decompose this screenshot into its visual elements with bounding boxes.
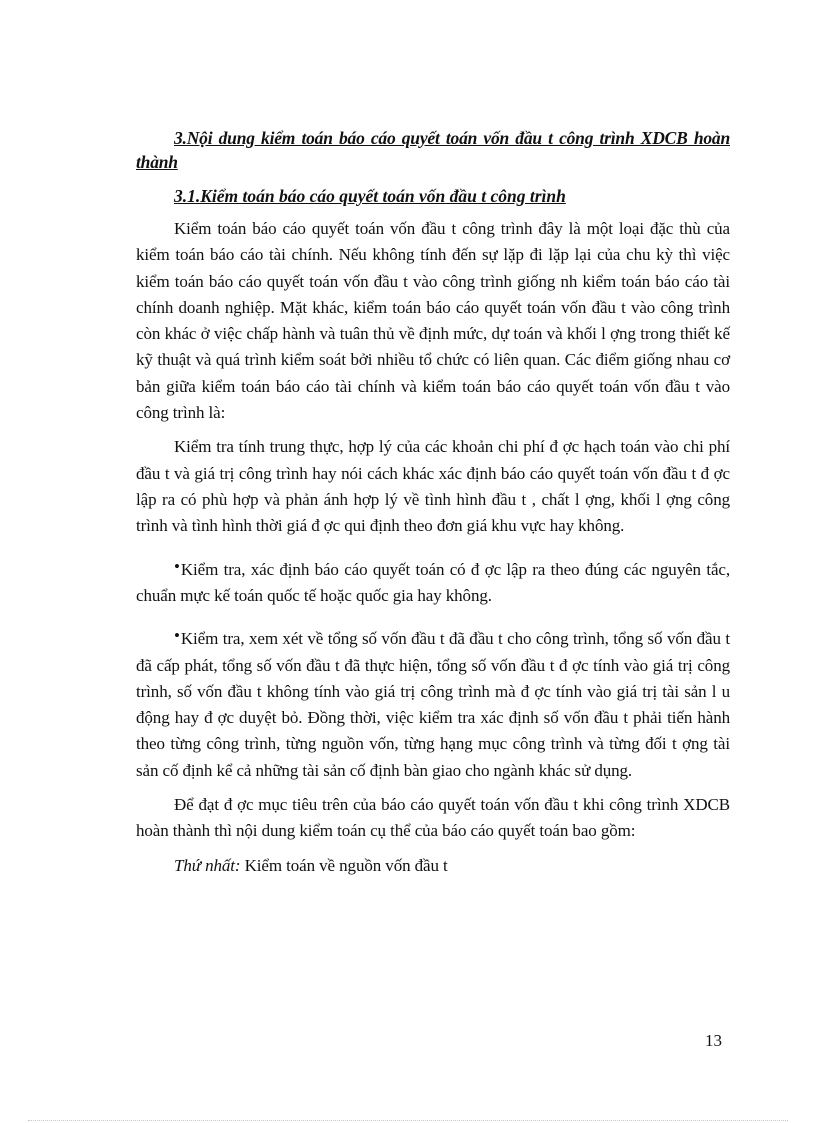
bullet-item: [136, 623, 730, 784]
subsection-heading: 3.1.Kiểm toán báo cáo quyết toán vốn đầu t công trình: [174, 186, 566, 206]
section-heading: 3.Nội dung kiểm toán báo cáo quyết toán vốn đầu t công trình XDCB hoàn thành: [136, 128, 730, 172]
paragraph-objective: Để đạt đ ợc mục tiêu trên của báo cáo quyết toán vốn đầu t khi công trình XDCB hoàn thành thì nội dung kiểm toán cụ thể của báo cáo quyết toán bao gồm:: [136, 795, 730, 841]
bullet-icon: •: [174, 556, 180, 576]
first-text: Kiểm toán về nguồn vốn đầu t: [240, 855, 448, 875]
bullet-icon: •: [174, 626, 180, 646]
document-body: [136, 126, 730, 879]
footer-divider: [28, 1120, 788, 1121]
first-label: Thứ nhất:: [174, 855, 241, 875]
paragraph-first-item: [136, 853, 730, 879]
bullet-text: Kiểm tra, xác định báo cáo quyết toán có đ ợc lập ra theo đúng các nguyên tắc, chuẩn mực kế toán quốc tế hoặc quốc gia hay không.: [136, 559, 730, 605]
bullet-item: [136, 554, 730, 610]
bullet-text: Kiểm tra, xem xét về tổng số vốn đầu t đã đầu t cho công trình, tổng số vốn đầu t đã cấp phát, tổng số vốn đầu t đã thực hiện, tổng số vốn đầu t đ ợc tính vào giá trị công trình, số vốn đầu t không tính vào giá trị công trình mà đ ợc tính vào giá trị tài sản l u động hay đ ợc duyệt bỏ. Đồng thời, việc kiểm tra xác định số vốn đầu t phải tiến hành theo từng công trình, từng nguồn vốn, từng hạng mục công trình và từng đối t ợng tài sản cố định kể cả những tài sản cố định bàn giao cho ngành khác sử dụng.: [136, 629, 730, 780]
paragraph-check-honesty: Kiểm tra tính trung thực, hợp lý của các khoản chi phí đ ợc hạch toán vào chi phí đầu t và giá trị công trình hay nói cách khác xác định báo cáo quyết toán vốn đầu t đ ợc lập ra có phù hợp và phản ánh hợp lý về tình hình đầu t , chất l ợng, khối l ợng công trình và tình hình thời giá đ ợc qui định theo đơn giá khu vực hay không.: [136, 437, 730, 536]
page-number: 13: [705, 1031, 722, 1050]
paragraph-intro: Kiểm toán báo cáo quyết toán vốn đầu t công trình đây là một loại đặc thù của kiểm toán báo cáo tài chính. Nếu không tính đến sự lặp đi lặp lại của chu kỳ thì việc kiểm toán báo cáo quyết toán vốn đầu t vào công trình giống nh kiểm toán báo cáo tài chính doanh nghiệp. Mặt khác, kiểm toán báo cáo quyết toán vốn đầu t vào công trình còn khác ở việc chấp hành và tuân thủ về định mức, dự toán và khối l ợng trong thiết kế kỹ thuật và quá trình kiểm soát bởi nhiều tổ chức có liên quan. Các điểm giống nhau cơ bản giữa kiểm toán báo cáo tài chính và kiểm toán báo cáo quyết toán vốn đầu t vào công trình là:: [136, 219, 730, 423]
